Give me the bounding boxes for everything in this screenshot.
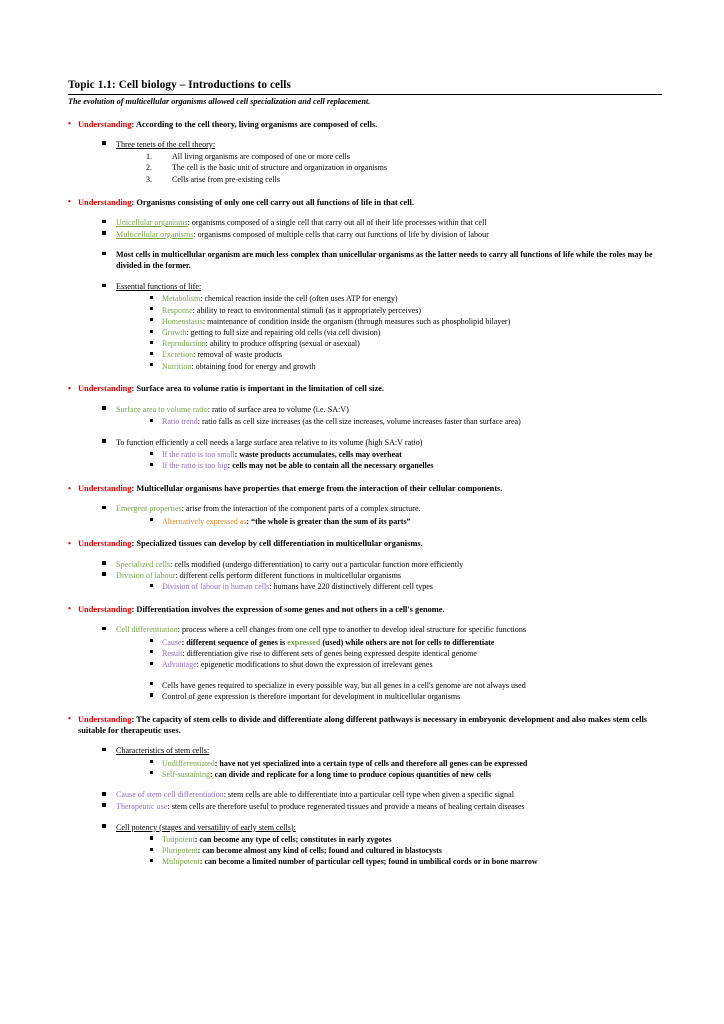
term-cause-stem-cell-differentiation: Cause of stem cell differentiation — [116, 790, 224, 800]
term-metabolism: Metabolism — [162, 294, 201, 304]
term-self-sustaining: Self-sustaining — [162, 769, 210, 779]
list-item — [68, 362, 662, 373]
definition-ratio-trend: : ratio falls as cell size increases (as the cell size increases, volume increases faster than surface area) — [197, 417, 521, 426]
square-bullet-icon — [150, 771, 153, 774]
definition-division-of-labour: : different cells perform different functions in multicellular organisms — [175, 570, 402, 580]
term-therapeutic-use: Therapeutic use — [116, 801, 168, 811]
term-result: Result — [162, 648, 183, 658]
definition-excretion: : removal of waste products — [193, 350, 282, 360]
tenet-2-text: The cell is the basic unit of structure and organization in organisms — [172, 163, 387, 173]
red-bullet-icon: • — [68, 538, 71, 548]
red-bullet-icon: • — [68, 604, 71, 614]
understanding-statement-1: • Understanding: According to the cell theory, living organisms are composed of cells. — [68, 119, 378, 129]
cell-potency-label: Cell potency (stages and versatility of early stem cells): — [116, 822, 296, 832]
list-item — [68, 450, 662, 461]
square-bullet-icon — [150, 584, 153, 587]
list-item — [68, 625, 662, 636]
term-sa-volume-ratio: Surface area to volume ratio — [116, 404, 208, 414]
definition-ratio-too-big: : cells may not be able to contain all the necessary organelles — [227, 461, 434, 471]
efficiency-note: To function efficiently a cell needs a large surface area relative to its volume (high SA:V ratio) — [116, 437, 423, 447]
list-item — [68, 649, 662, 660]
list-number: 3. — [146, 175, 152, 185]
definition-specialized-cells: : cells modified (undergo differentiation) to carry out a particular function more efficiently — [170, 559, 464, 569]
square-bullet-icon — [150, 330, 153, 333]
list-item — [68, 770, 662, 781]
list-item — [68, 517, 662, 528]
understanding-label: Understanding — [78, 484, 132, 493]
list-item — [68, 790, 662, 801]
term-pluripotent: Pluripotent — [162, 846, 198, 856]
list-item — [68, 294, 662, 305]
square-bullet-icon — [150, 318, 153, 321]
gene-note-1: Cells have genes required to specialize in every possible way, but all genes in a cell's genome are not always used — [162, 680, 526, 690]
term-response: Response — [162, 305, 193, 315]
square-bullet-icon — [102, 141, 106, 145]
list-item — [68, 317, 662, 328]
square-bullet-icon — [150, 682, 153, 685]
square-bullet-icon — [102, 252, 106, 256]
list-item — [68, 835, 662, 846]
square-bullet-icon — [150, 693, 153, 696]
term-homeostasis: Homeostasis — [162, 316, 203, 326]
understanding-statement-7: • Understanding: The capacity of stem cells to divide and differentiate along different pathways is necessary in embryonic development and also makes stem cells suitable for therapeutic uses. — [68, 714, 648, 735]
term-growth: Growth — [162, 328, 187, 338]
list-item — [68, 759, 662, 770]
square-bullet-icon — [102, 803, 106, 807]
red-bullet-icon: • — [68, 714, 71, 724]
definition-nutrition: : obtaining food for energy and growth — [191, 361, 316, 371]
term-emergent-properties: Emergent properties — [116, 504, 182, 514]
page-title: Topic 1.1: Cell biology – Introductions to cells — [68, 78, 662, 95]
list-number: 2. — [146, 163, 152, 173]
list-item — [68, 152, 662, 163]
square-bullet-icon — [102, 748, 106, 752]
definition-self-sustaining: : can divide and replicate for a long time to produce copious quantities of new cells — [210, 769, 492, 779]
understanding-text: Organisms consisting of only one cell carry out all functions of life in that cell. — [136, 197, 414, 207]
list-item — [68, 306, 662, 317]
red-bullet-icon: • — [68, 383, 71, 393]
term-specialized-cells: Specialized cells — [116, 559, 171, 569]
list-item — [68, 218, 662, 229]
list-item — [68, 638, 662, 649]
definition-ratio-too-small: : waste products accumulates, cells may overheat — [234, 450, 402, 460]
square-bullet-icon — [150, 341, 153, 344]
page-subtitle: The evolution of multicellular organisms allowed cell specialization and cell replacement. — [68, 97, 371, 106]
definition-cause-part2: (used) while others are not for cells to differentiate — [320, 637, 495, 647]
square-bullet-icon — [102, 284, 106, 288]
list-item — [68, 660, 662, 671]
complexity-note: Most cells in multicellular organism are much less complex than unicellular organisms as the latter needs to carry all functions of life while the roles may be divided in the former. — [116, 250, 653, 271]
list-item — [68, 857, 662, 868]
definition-metabolism: : chemical reaction inside the cell (often uses ATP for energy) — [200, 294, 398, 304]
list-item — [68, 417, 662, 428]
list-item — [68, 461, 662, 472]
square-bullet-icon — [102, 627, 106, 631]
list-item — [68, 560, 662, 571]
term-cell-differentiation: Cell differentiation — [116, 625, 178, 635]
red-bullet-icon: • — [68, 483, 71, 493]
list-item — [68, 405, 662, 416]
term-multicellular: Multicellular organisms — [116, 229, 194, 239]
tenets-label: Three tenets of the cell theory: — [116, 139, 216, 149]
list-item — [68, 746, 662, 757]
list-item — [68, 692, 662, 703]
list-item — [68, 230, 662, 241]
understanding-label: Understanding — [78, 714, 132, 724]
square-bullet-icon — [150, 848, 153, 851]
understanding-statement-5: • Understanding: Specialized tissues can develop by cell differentiation in multicellular organisms. — [68, 538, 423, 549]
list-item — [68, 350, 662, 361]
term-multipotent: Multipotent — [162, 857, 200, 867]
square-bullet-icon — [102, 231, 106, 235]
list-item — [68, 175, 662, 186]
understanding-label: Understanding — [78, 539, 132, 549]
term-reproduction: Reproduction — [162, 339, 206, 349]
definition-result: : differentiation give rise to different sets of genes being expressed despite identical genome — [182, 648, 477, 658]
understanding-statement-3: • Understanding: Surface area to volume ratio is important in the limitation of cell size. — [68, 383, 384, 394]
definition-cause-part1: : different sequence of genes is — [181, 637, 288, 647]
definition-multicellular: : organisms composed of multiple cells that carry out functions of life by division of labour — [193, 229, 489, 239]
square-bullet-icon — [102, 506, 106, 510]
square-bullet-icon — [102, 572, 106, 576]
list-item — [68, 823, 662, 834]
tenet-3-text: Cells arise from pre-existing cells — [172, 175, 280, 185]
tenet-1-text: All living organisms are composed of one or more cells — [172, 151, 350, 161]
square-bullet-icon — [102, 792, 106, 796]
term-cause: Cause — [162, 637, 182, 647]
list-item — [68, 846, 662, 857]
highlight-expressed: expressed — [287, 637, 321, 647]
list-item — [68, 681, 662, 692]
list-item — [68, 802, 662, 813]
term-excretion: Excretion — [162, 350, 194, 360]
term-ratio-too-big: If the ratio is too big — [162, 461, 228, 471]
definition-unicellular: : organisms composed of a single cell that carry out all of their life processes within that cell — [187, 218, 487, 228]
term-ratio-trend: Ratio trend — [162, 417, 198, 426]
understanding-text: Specialized tissues can develop by cell differentiation in multicellular organisms. — [136, 539, 423, 549]
term-ratio-too-small: If the ratio is too small — [162, 450, 235, 460]
list-item — [68, 339, 662, 350]
term-alternatively-expressed: Alternatively expressed as — [162, 516, 247, 526]
red-bullet-icon: • — [68, 197, 71, 207]
square-bullet-icon — [102, 220, 106, 224]
understanding-text: According to the cell theory, living organisms are composed of cells. — [135, 119, 378, 129]
definition-alternatively-expressed: : “the whole is greater than the sum of its parts” — [246, 516, 411, 526]
definition-undifferentiated: : have not yet specialized into a certain type of cells and therefore all genes can be expressed — [214, 758, 528, 768]
list-item — [68, 582, 662, 593]
list-item — [68, 163, 662, 174]
definition-totipotent: : can become any type of cells; constitutes in early zygotes — [194, 834, 392, 844]
list-number: 1. — [146, 151, 152, 161]
gene-note-2: Control of gene expression is therefore important for development in multicellular organisms — [162, 691, 461, 701]
square-bullet-icon — [102, 406, 106, 410]
definition-growth: : getting to full size and repairing old cells (via cell division) — [186, 328, 381, 338]
term-nutrition: Nutrition — [162, 361, 192, 371]
square-bullet-icon — [150, 639, 153, 642]
list-item — [68, 140, 662, 151]
list-item — [68, 328, 662, 339]
term-totipotent: Totipotent — [162, 834, 195, 844]
understanding-statement-6: • Understanding: Differentiation involves the expression of some genes and not others in a cell's genome. — [68, 604, 445, 614]
definition-response: : ability to react to environmental stimuli (as it appropriately perceives) — [192, 305, 422, 315]
square-bullet-icon — [150, 650, 153, 653]
understanding-label: Understanding — [78, 384, 132, 394]
square-bullet-icon — [150, 296, 153, 299]
square-bullet-icon — [102, 439, 106, 443]
term-division-of-labour-human: Division of labour in human cells — [162, 582, 270, 592]
term-undifferentiated: Undifferentiated — [162, 758, 215, 768]
understanding-label: Understanding — [78, 604, 132, 614]
list-item — [68, 250, 662, 272]
square-bullet-icon — [150, 760, 153, 763]
definition-cause-stem-cell-differentiation: : stem cells are able to differentiate into a particular cell type when given a specific signal — [223, 790, 514, 800]
list-item — [68, 504, 662, 515]
definition-reproduction: : ability to produce offspring (sexual or asexual) — [205, 339, 360, 349]
square-bullet-icon — [102, 561, 106, 565]
understanding-text: Surface area to volume ratio is important in the limitation of cell size. — [136, 384, 384, 394]
square-bullet-icon — [150, 419, 153, 422]
definition-pluripotent: : can become almost any kind of cells; found and cultured in blastocysts — [197, 846, 442, 856]
square-bullet-icon — [150, 662, 153, 665]
square-bullet-icon — [150, 836, 153, 839]
understanding-text: Differentiation involves the expression of some genes and not others in a cell's genome. — [136, 604, 445, 614]
list-item — [68, 282, 662, 293]
definition-therapeutic-use: : stem cells are therefore useful to produce regenerated tissues and provide a means of healing certain diseases — [167, 801, 525, 811]
square-bullet-icon — [150, 452, 153, 455]
square-bullet-icon — [150, 352, 153, 355]
term-division-of-labour: Division of labour — [116, 570, 176, 580]
definition-sa-volume-ratio: : ratio of surface area to volume (i.e. SA:V) — [207, 404, 349, 414]
square-bullet-icon — [150, 463, 153, 466]
understanding-text: Multicellular organisms have properties that emerge from the interaction of their cellular components. — [136, 484, 503, 493]
understanding-statement-2: • Understanding: Organisms consisting of only one cell carry out all functions of life in that cell. — [68, 197, 414, 207]
term-advantage: Advantage — [162, 660, 197, 669]
essential-functions-label: Essential functions of life: — [116, 282, 202, 292]
definition-multipotent: : can become a limited number of particular cell types; found in umbilical cords or in bone marrow — [199, 857, 538, 867]
definition-homeostasis: : maintenance of condition inside the organism (through measures such as phospholipid bilayer) — [202, 316, 511, 326]
red-bullet-icon: • — [68, 119, 71, 129]
understanding-label: Understanding — [78, 119, 132, 129]
square-bullet-icon — [150, 363, 153, 366]
definition-cell-differentiation: : process where a cell changes from one cell type to another to develop ideal structure for specific functions — [177, 625, 527, 635]
understanding-statement-4: • Understanding: Multicellular organisms have properties that emerge from the interaction of their cellular components. — [68, 483, 503, 493]
understanding-text: The capacity of stem cells to divide and differentiate along different pathways is necessary in embryonic development and also makes stem cells suitable for therapeutic uses. — [78, 714, 648, 735]
definition-emergent-properties: : arise from the interaction of the component parts of a complex structure. — [181, 504, 421, 514]
square-bullet-icon — [150, 518, 153, 521]
square-bullet-icon — [150, 859, 153, 862]
list-item — [68, 438, 662, 449]
square-bullet-icon — [150, 307, 153, 310]
characteristics-stem-cells-label: Characteristics of stem cells: — [116, 746, 210, 756]
definition-division-of-labour-human: : humans have 220 distinctively different cell types — [269, 582, 433, 592]
understanding-label: Understanding — [78, 197, 132, 207]
list-item — [68, 571, 662, 582]
square-bullet-icon — [102, 824, 106, 828]
definition-advantage: : epigenetic modifications to shut down the expression of irrelevant genes — [196, 660, 433, 669]
term-unicellular: Unicellular organisms — [116, 218, 188, 228]
